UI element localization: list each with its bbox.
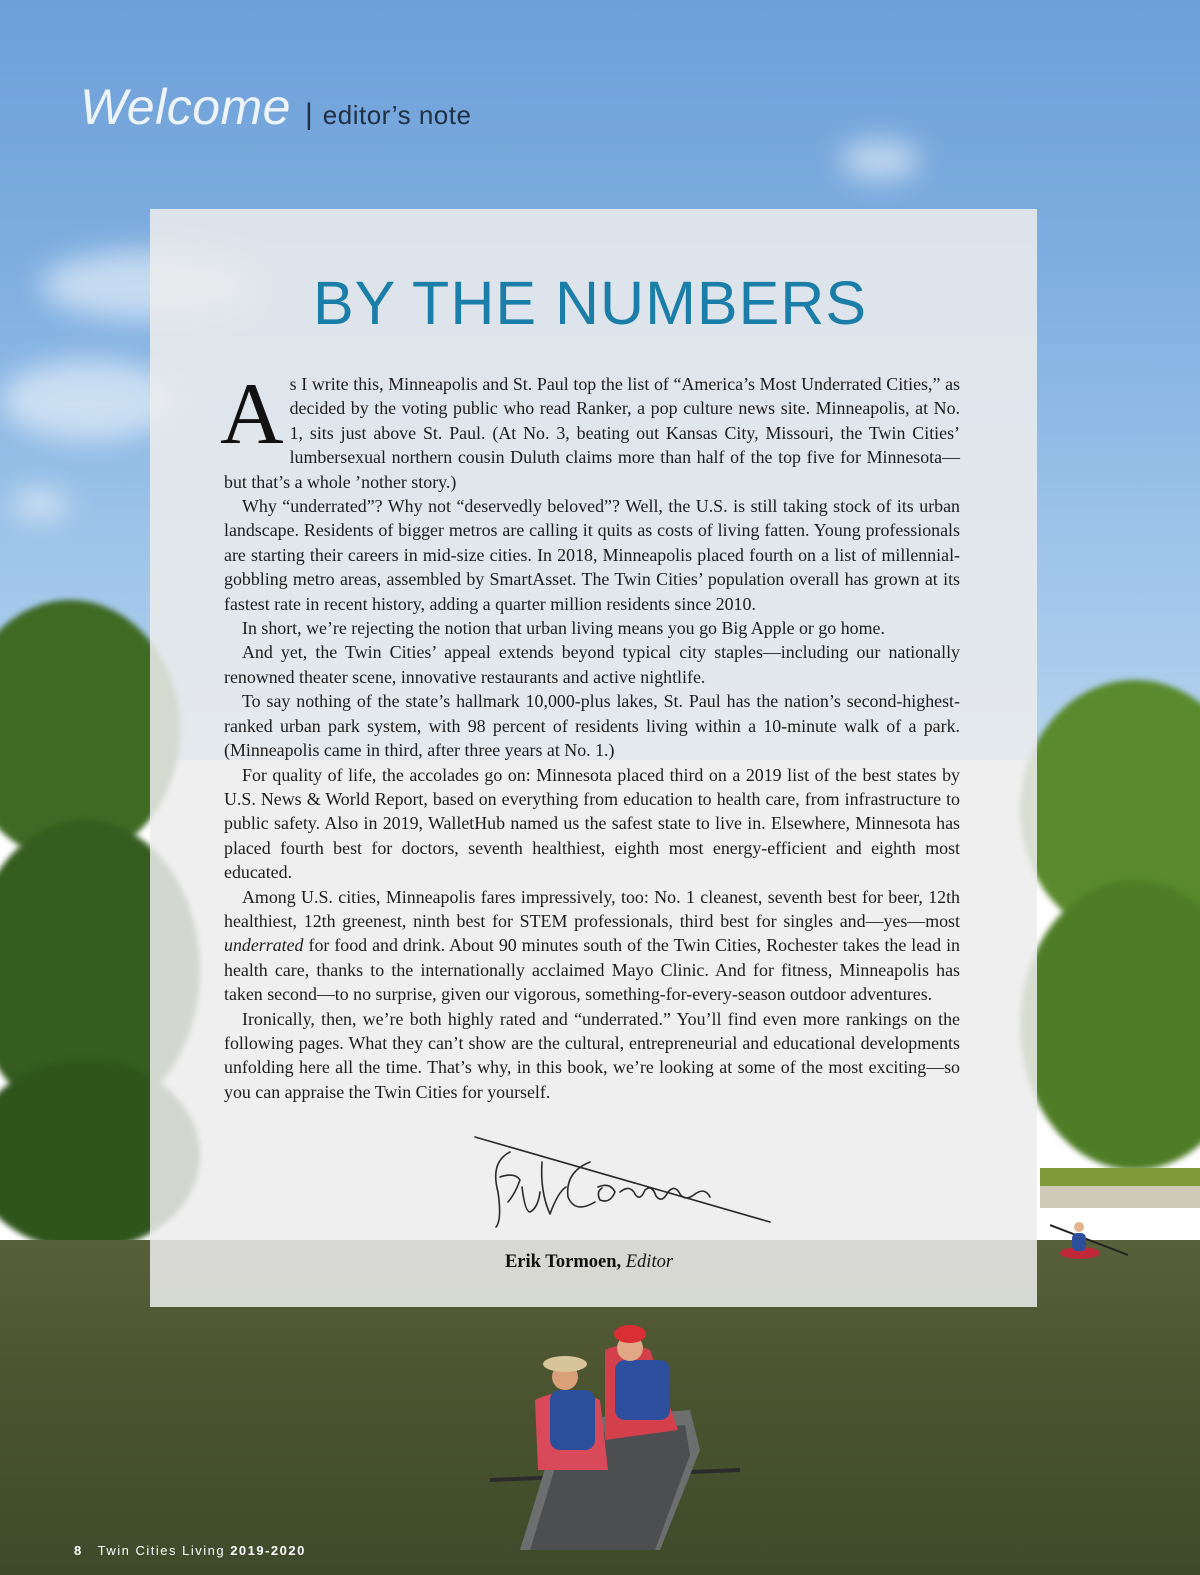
welcome-heading: Welcome [80, 79, 291, 135]
paragraph: In short, we’re rejecting the notion that urban living means you go Big Apple or go home. [242, 618, 885, 639]
page-footer [74, 1543, 306, 1558]
editor-role: Editor [625, 1252, 674, 1272]
paragraph: Why “underrated”? Why not “deservedly beloved”? Well, the U.S. is still taking stock of its urban landscape. Residents of bigger metros are calling it quits as costs of living fatten. Young professionals are starting their careers in mid-size cities. In 2018, Minneapolis placed fourth on a list of millennial-gobbling metro areas, assembled by SmartAsset. The Twin Cities’ population overall has grown at its fastest rate in recent history, adding a quarter million residents since 2010. [224, 496, 960, 614]
editor-signature [470, 1132, 780, 1232]
shoreline [1040, 1186, 1200, 1208]
publication-year: 2019-2020 [230, 1543, 306, 1558]
paragraph: To say nothing of the state’s hallmark 10,000-plus lakes, St. Paul has the nation’s second-highest-ranked urban park system, with 98 percent of residents living within a 10-minute walk of a park. (Minneapolis came in third, after three years at No. 1.) [224, 691, 960, 761]
canoe [490, 1320, 750, 1575]
section-header [80, 78, 471, 136]
tree-foliage [1020, 880, 1200, 1170]
editor-name: Erik Tormoen, [504, 1252, 622, 1272]
drop-cap: A [220, 366, 284, 463]
editor-byline [0, 1252, 1178, 1273]
header-separator: | [304, 98, 313, 131]
cloud [10, 490, 70, 520]
page-number: 8 [74, 1543, 83, 1558]
cloud [840, 140, 920, 180]
paragraph: Ironically, then, we’re both highly rated and “underrated.” You’ll find even more rankings on the following pages. What they can’t show are the cultural, entrepreneurial and educational developments unfolding here all the time. That’s why, in this book, we’re looking at some of the most exciting—so you can appraise the Twin Cities for yourself. [224, 1008, 960, 1102]
publication-name: Twin Cities Living [97, 1543, 226, 1558]
section-label: editor’s note [322, 100, 472, 130]
paragraph: Among U.S. cities, Minneapolis fares impressively, too: No. 1 cleanest, seventh best for beer, 12th healthiest, 12th greenest, ninth best for STEM professionals, third best for singles and—yes—most underrated for food and drink. About 90 minutes south of the Twin Cities, Rochester takes the lead in health care, thanks to the internationally acclaimed Mayo Clinic. And for fitness, Minneapolis has taken second—to no surprise, given our vigorous, something-for-every-season outdoor adventures. [224, 886, 960, 1005]
article-title: BY THE NUMBERS [312, 269, 868, 337]
grass [1040, 1168, 1200, 1188]
paragraph: For quality of life, the accolades go on: Minnesota placed third on a 2019 list of the best states by U.S. News & World Report, based on everything from education to health care, from infrastructure to public safety. Also in 2019, WalletHub named us the safest state to live in. Elsewhere, Minnesota has placed fourth best for doctors, seventh healthiest, eighth most energy-efficient and eighth most educated. [224, 764, 960, 883]
emphasis-text: underrated [224, 935, 304, 956]
paragraph: And yet, the Twin Cities’ appeal extends beyond typical city staples—including our nationally renowned theater scene, innovative restaurants and active nightlife. [224, 642, 960, 687]
article-body [220, 366, 960, 1104]
paragraph: As I write this, Minneapolis and St. Paul top the list of “America’s Most Underrated Cities,” as decided by the voting public who read Ranker, a pop culture news site. Minneapolis, at No. 1, sits just above St. Paul. (At No. 3, beating out Kansas City, Missouri, the Twin Cities’ lumbersexual northern cousin Duluth claims more than half of the top five for Minnesota—but that’s a whole ’nother story.) [220, 366, 960, 492]
